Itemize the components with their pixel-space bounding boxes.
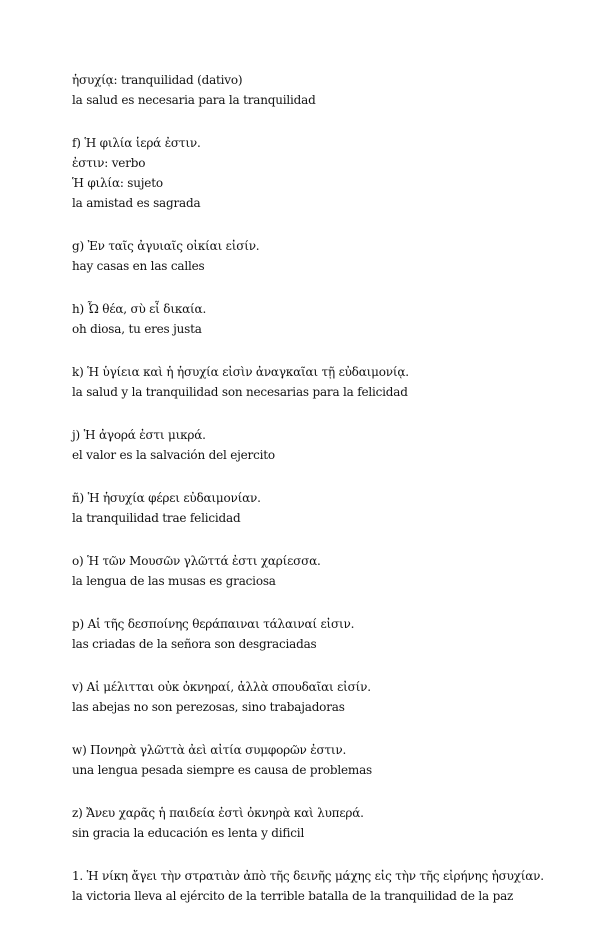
exercise-block-h (72, 299, 572, 339)
exercise-line: la amistad es sagrada (72, 196, 201, 210)
exercise-line: la victoria lleva al ejército de la terrible batalla de la tranquilidad de la paz (72, 889, 514, 903)
exercise-block-g (72, 236, 572, 276)
exercise-block-1 (72, 866, 572, 906)
exercise-line-greek: h) Ὦ θέα, σὺ εἶ δικαία. (72, 302, 207, 316)
exercise-line-greek: v) Αἱ μέλιτται οὐκ ὀκνηραί, ἀλλὰ σπουδαῖαι εἰσίν. (72, 680, 371, 694)
exercise-line: las criadas de la señora son desgraciadas (72, 637, 317, 651)
exercise-line-greek: z) Ἄνευ χαρᾶς ἡ παιδεία ἐστὶ ὀκνηρὰ καὶ λυπερά. (72, 806, 364, 820)
exercise-block-p (72, 614, 572, 654)
exercise-line: la tranquilidad trae felicidad (72, 511, 241, 525)
exercise-block-w (72, 740, 572, 780)
exercise-line: la salud y la tranquilidad son necesarias para la felicidad (72, 385, 408, 399)
exercise-line: las abejas no son perezosas, sino trabajadoras (72, 700, 345, 714)
exercise-line: Ἡ φιλία: sujeto (72, 176, 163, 190)
exercise-line: oh diosa, tu eres justa (72, 322, 202, 336)
exercise-line: ἐστιν: verbo (72, 156, 146, 170)
exercise-line: la lengua de las musas es graciosa (72, 574, 276, 588)
exercise-line-greek: w) Πονηρὰ γλῶττὰ ἀεὶ αἰτία συμφορῶν ἐστιν. (72, 743, 347, 757)
exercise-block-ñ (72, 488, 572, 528)
exercise-block-f (72, 133, 572, 213)
exercise-block-o (72, 551, 572, 591)
exercise-line-greek: p) Αἱ τῆς δεσποίνης θεράπαιναι τάλαιναί εἰσιν. (72, 617, 355, 631)
exercise-line: sin gracia la educación es lenta y dificil (72, 826, 305, 840)
exercise-line-greek: 1. Ἡ νίκη ἄγει τὴν στρατιὰν ἀπὸ τῆς δεινῆς μάχης εἰς τὴν τῆς εἰρήνης ἡσυχίαν. (72, 869, 544, 883)
exercise-line-greek: o) Ἡ τῶν Μουσῶν γλῶττά ἐστι χαρίεσσα. (72, 554, 321, 568)
exercise-line: el valor es la salvación del ejercito (72, 448, 275, 462)
exercise-block-intro (72, 70, 572, 110)
exercise-line-greek: ἡσυχίᾳ: tranquilidad (dativo) (72, 73, 243, 87)
exercise-line: la salud es necesaria para la tranquilidad (72, 93, 316, 107)
exercise-block-k (72, 362, 572, 402)
exercise-line-greek: g) Ἐν ταῖς ἀγυιαῖς οἰκίαι εἰσίν. (72, 239, 260, 253)
exercise-block-j (72, 425, 572, 465)
exercise-line: una lengua pesada siempre es causa de problemas (72, 763, 372, 777)
exercise-block-v (72, 677, 572, 717)
exercise-line-greek: k) Ἡ ὑγίεια καὶ ἡ ἡσυχία εἰσὶν ἀναγκαῖαι τῇ εὐδαιμονίᾳ. (72, 365, 409, 379)
exercise-line-greek: ñ) Ἡ ἡσυχία φέρει εὐδαιμονίαν. (72, 491, 261, 505)
exercise-line-greek: j) Ἡ ἀγορά ἐστι μικρά. (72, 428, 206, 442)
exercise-block-z (72, 803, 572, 843)
exercise-line: hay casas en las calles (72, 259, 205, 273)
exercise-line-greek: f) Ἡ φιλία ἱερά ἐστιν. (72, 136, 201, 150)
document-page (72, 70, 572, 929)
